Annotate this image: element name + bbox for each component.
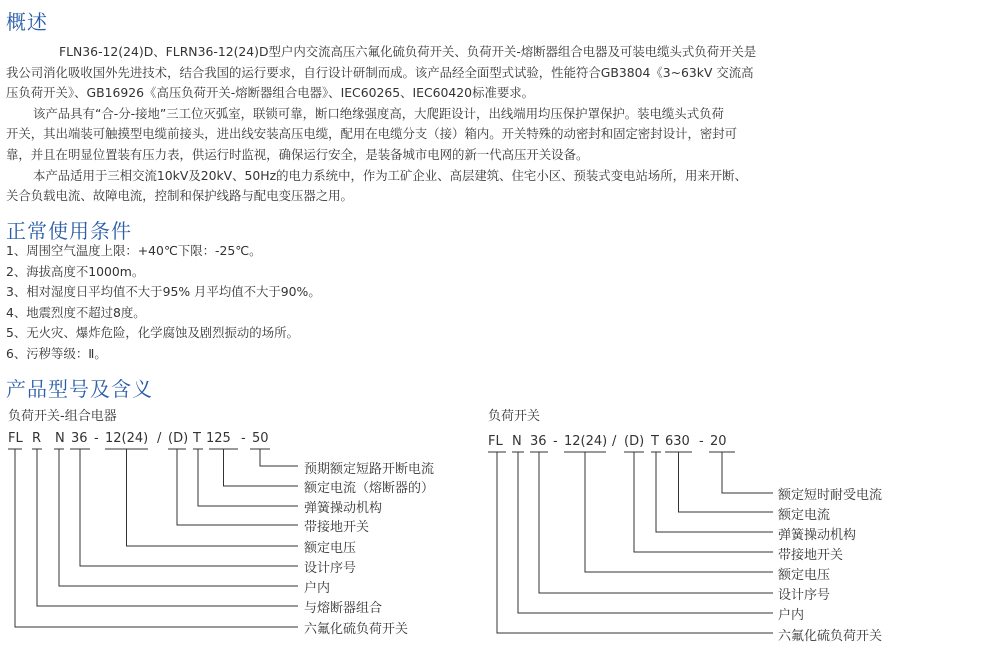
connector-line — [260, 449, 298, 466]
connector-line — [59, 449, 298, 586]
combo-label: 与熔断器组合 — [304, 601, 383, 616]
combo-code-segment: T — [193, 431, 201, 446]
switch-label: 户内 — [778, 608, 805, 623]
overview-line: 本产品适用于三相交流10kV及20kV、50Hz的电力系统中，作为工矿企业、高层建筑、住宅小区、预装式变电站场所，用来开断、 — [33, 167, 747, 183]
conditions-title: 正常使用条件 — [6, 219, 132, 243]
overview-line: 该产品具有“合-分-接地”三工位灭弧室，联锁可靠，断口绝缘强度高，大爬距设计，出线端用均压保护罩保护。装电缆头式负荷 — [33, 105, 724, 121]
switch-label: 六氟化硫负荷开关 — [778, 629, 883, 644]
combo-label: 额定电流（熔断器的） — [304, 481, 435, 496]
combo-label: 六氟化硫负荷开关 — [304, 622, 409, 637]
switch-code-segment: 12(24) — [564, 434, 608, 449]
condition-item: 3、相对湿度日平均值不大于95% 月平均值不大于90%。 — [6, 284, 321, 300]
combo-code-segment: / — [157, 431, 162, 446]
switch-label: 额定电压 — [778, 568, 831, 583]
combo-subtitle: 负荷开关-组合电器 — [8, 409, 117, 424]
overview-line: 靠，并且在明显位置装有压力表，供运行时监视，确保运行安全，是装备城市电网的新一代高压开关设备。 — [6, 146, 589, 162]
switch-code-segment: - — [699, 434, 704, 449]
overview-title: 概述 — [6, 10, 48, 34]
switch-label: 弹簧操动机构 — [778, 528, 857, 543]
combo-code-segment: - — [94, 431, 99, 446]
connector-line — [656, 452, 773, 532]
switch-label: 额定电流 — [778, 508, 831, 523]
condition-item: 1、周围空气温度上限：+40℃下限：-25℃。 — [6, 243, 262, 258]
connector-line — [15, 449, 298, 627]
switch-code-segment: 630 — [665, 434, 690, 449]
switch-code-segment: / — [612, 434, 617, 449]
combo-code-segment: (D) — [168, 431, 189, 446]
connector-line — [497, 452, 773, 633]
overview-line: 我公司消化吸收国外先进技术，结合我国的运行要求，自行设计研制而成。该产品经全面型式试验，性能符合GB3804《3~63kV 交流高 — [6, 64, 754, 80]
switch-code-segment: (D) — [624, 434, 645, 449]
combo-label: 户内 — [304, 581, 331, 596]
combo-code-segment: R — [32, 431, 42, 446]
connector-line — [177, 449, 298, 525]
condition-item: 2、海拔高度不1000m。 — [6, 263, 145, 279]
connector-line — [634, 452, 773, 552]
models-title: 产品型号及含义 — [6, 377, 153, 401]
condition-item: 6、污秽等级：Ⅱ。 — [6, 345, 107, 361]
switch-label: 额定短时耐受电流 — [778, 488, 883, 503]
combo-label: 带接地开关 — [304, 520, 370, 535]
combo-code-segment: - — [241, 431, 246, 446]
overview-line: 压负荷开关》、GB16926《高压负荷开关-熔断器组合电器》、IEC60265、IEC60420标准要求。 — [6, 85, 535, 101]
connector-line — [127, 449, 299, 546]
overview-line: FLN36-12(24)D、FLRN36-12(24)D型户内交流高压六氟化硫负荷开关、负荷开关-熔断器组合电器及可装电缆头式负荷开关是 — [59, 44, 757, 59]
connector-line — [722, 452, 773, 493]
switch-label: 设计序号 — [778, 588, 831, 603]
connector-line — [198, 449, 298, 506]
connector-line — [224, 449, 299, 486]
combo-code-segment: 125 — [206, 431, 231, 446]
switch-code-segment: FL — [488, 434, 503, 449]
switch-code-segment: T — [651, 434, 659, 449]
switch-subtitle: 负荷开关 — [488, 409, 541, 424]
condition-item: 4、地震烈度不超过8度。 — [6, 304, 146, 320]
switch-connectors — [488, 452, 773, 633]
combo-code-segment: FL — [8, 431, 23, 446]
switch-code-segment: N — [512, 434, 522, 449]
switch-code-segment: 36 — [530, 434, 547, 449]
combo-label: 设计序号 — [304, 561, 357, 576]
switch-code-segment: 20 — [710, 434, 727, 449]
connector-line — [679, 452, 774, 512]
combo-label: 弹簧操动机构 — [304, 501, 383, 516]
combo-code-segment: 12(24) — [105, 431, 149, 446]
overview-line: 开关，其出端装可触摸型电缆前接头，进出线安装高压电缆，配用在电缆分支（接）箱内。开关特殊的动密封和固定密封设计，密封可 — [6, 126, 738, 142]
combo-code-segment: N — [55, 431, 65, 446]
combo-code-segment: 50 — [252, 431, 269, 446]
connector-line — [37, 449, 298, 606]
combo-code-segment: 36 — [71, 431, 88, 446]
overview-line: 关合负载电流、故障电流，控制和保护线路与配电变压器之用。 — [6, 188, 353, 204]
condition-item: 5、无火灾、爆炸危险，化学腐蚀及剧烈振动的场所。 — [6, 325, 299, 341]
combo-label: 预期额定短路开断电流 — [304, 462, 435, 477]
switch-code-segment: - — [553, 434, 558, 449]
combo-connectors — [8, 449, 298, 627]
combo-label: 额定电压 — [304, 541, 357, 556]
switch-label: 带接地开关 — [778, 548, 844, 563]
connector-line — [80, 449, 298, 566]
